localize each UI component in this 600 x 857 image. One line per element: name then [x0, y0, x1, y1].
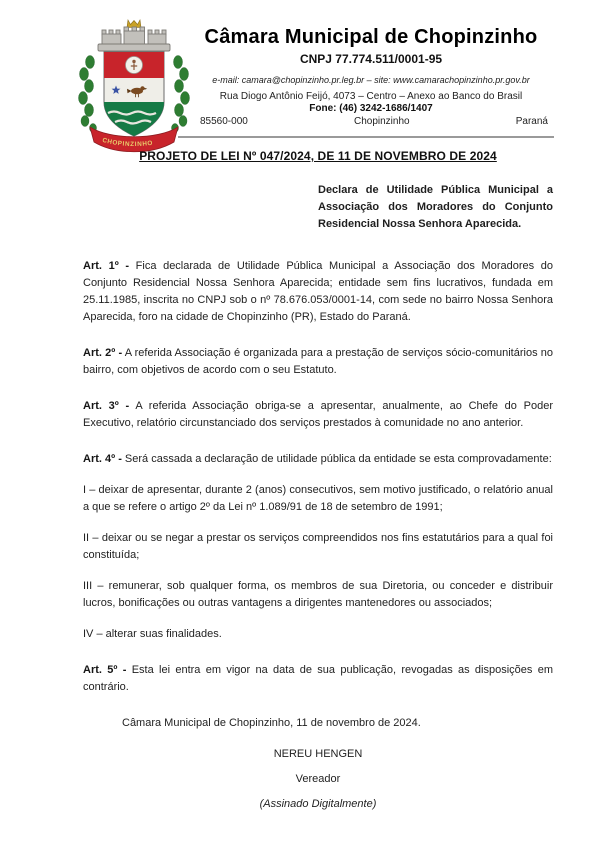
article-2-label: Art. 2º - — [83, 347, 123, 359]
org-phone-line: Fone: (46) 3242-1686/1407 — [309, 103, 433, 114]
org-city: Chopinzinho — [353, 116, 410, 127]
org-state: Paraná — [515, 116, 548, 127]
ribbon-text: CHOPINZINHO — [101, 136, 154, 149]
shield-icon — [104, 52, 164, 136]
document-body — [83, 149, 553, 813]
gold-crown-icon — [127, 20, 141, 28]
article-4-paragraph — [83, 451, 553, 468]
org-name: Câmara Municipal de Chopinzinho — [204, 26, 538, 48]
document-title: PROJETO DE LEI Nº 047/2024, DE 11 DE NOVEMBRO DE 2024 — [139, 149, 497, 163]
letterhead — [192, 26, 550, 127]
signature-note: (Assinado Digitalmente) — [259, 798, 377, 810]
org-cnpj: CNPJ 77.774.511/0001-95 — [299, 52, 443, 66]
article-4-text: Será cassada a declaração de utilidade pública da entidade se esta comprovadamente: — [124, 453, 552, 465]
clause-item-2: II – deixar ou se negar a prestar os serviços compreendidos nos fins estatutários para a qual foi constituída; — [83, 532, 553, 561]
signature-role: Vereador — [295, 773, 341, 785]
article-5-paragraph — [83, 662, 553, 696]
dateline: Câmara Municipal de Chopinzinho, 11 de novembro de 2024. — [122, 717, 421, 729]
article-3-text: A referida Associação obriga-se a apresentar, anualmente, ao Chefe do Poder Executivo, relatório circunstanciado dos serviços prestados à comunidade no ano anterior. — [83, 400, 554, 429]
article-1-paragraph — [83, 258, 553, 326]
clause-item-3: III – remunerar, sob qualquer forma, os membros de sua Diretoria, ou conceder e distribuir lucros, bonificações ou outras vantagens a dirigentes mantenedores ou associados; — [83, 580, 553, 609]
article-1-text: Fica declarada de Utilidade Pública Municipal a Associação dos Moradores do Conjunto Residencial Nossa Senhora Aparecida; entidade sem fins lucrativos, fundada em 25.11.1985, inscrita no CNPJ sob o nº 78.676.053/0001-14, com sede no bairro Nossa Senhora Aparecida, foro na cidade de Chopinzinho (PR), Estado do Paraná. — [83, 260, 553, 323]
org-address-line: Rua Diogo Antônio Feijó, 4073 – Centro – Anexo ao Banco do Brasil — [219, 91, 523, 102]
document-summary: Declara de Utilidade Pública Municipal a Associação dos Moradores do Conjunto Residencial Nossa Senhora Aparecida. — [318, 184, 553, 230]
article-5-text: Esta lei entra em vigor na data de sua publicação, revogadas as disposições em contrário. — [83, 664, 554, 693]
clause-item-1: I – deixar de apresentar, durante 2 (anos) consecutivos, sem motivo justificado, o relatório anual a que se refere o artigo 2º da Lei nº 1.089/91 de 18 de setembro de 1991; — [83, 484, 553, 513]
org-location-row — [192, 116, 550, 127]
article-2-paragraph — [83, 345, 553, 379]
article-1-label: Art. 1º - — [83, 260, 130, 272]
article-3-paragraph — [83, 398, 553, 432]
coat-of-arms-logo — [74, 18, 196, 162]
mural-crown-icon — [98, 27, 170, 51]
article-3-label: Art. 3º - — [83, 400, 130, 412]
article-4-label: Art. 4º - — [83, 453, 122, 465]
clause-item-4: IV – alterar suas finalidades. — [83, 628, 222, 640]
coat-of-arms-icon — [74, 18, 196, 162]
article-5-label: Art. 5º - — [83, 664, 127, 676]
left-branch-icon — [79, 56, 97, 133]
article-2-text: A referida Associação é organizada para a prestação de serviços sócio-comunitários no bairro, com objetivos de acordo com o seu Estatuto. — [83, 347, 553, 376]
org-contact-line: e-mail: camara@chopinzinho.pr.leg.br – site: www.camarachopinzinho.pr.gov.br — [212, 75, 530, 85]
signature-name: NEREU HENGEN — [273, 748, 363, 760]
header-divider — [178, 136, 554, 138]
right-branch-icon — [172, 56, 190, 133]
org-cep: 85560-000 — [200, 116, 248, 127]
